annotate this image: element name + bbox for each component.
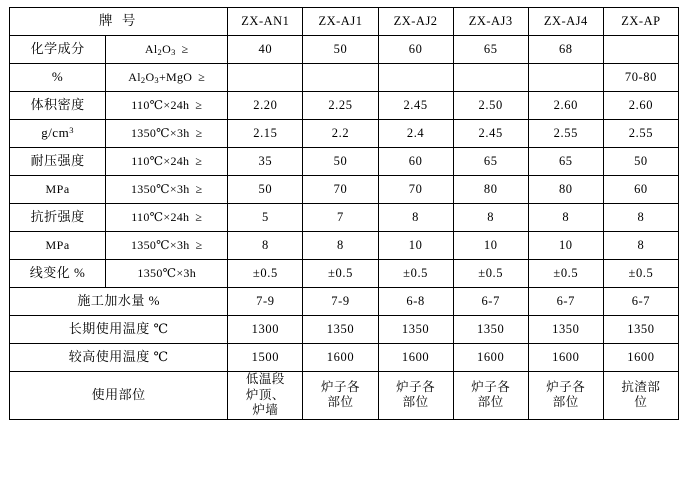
data-cell: 35: [228, 148, 303, 176]
comparison-symbol: ≥: [195, 98, 203, 112]
data-cell: 1350: [603, 316, 678, 344]
table-row: [10, 260, 679, 288]
usage-cell: 抗渣部 位: [603, 372, 678, 420]
comparison-symbol: ≥: [195, 238, 203, 252]
data-cell: 10: [528, 232, 603, 260]
data-cell: 8: [603, 232, 678, 260]
header-grade-cell: ZX-AJ4: [528, 8, 603, 36]
data-cell: 8: [303, 232, 378, 260]
data-cell: 80: [453, 176, 528, 204]
condition-formula: $Al_2O_3+MgO$: [128, 69, 193, 85]
condition-text: 1350℃×3h: [130, 238, 190, 252]
condition-text: 110℃×24h: [131, 210, 190, 224]
table-row-usage: [10, 372, 679, 420]
data-cell: 10: [453, 232, 528, 260]
row-label: [10, 120, 106, 148]
data-cell: [228, 64, 303, 92]
data-cell: 1350: [378, 316, 453, 344]
data-cell: 68: [528, 36, 603, 64]
data-cell: [528, 64, 603, 92]
data-cell: ±0.5: [453, 260, 528, 288]
data-cell: 7-9: [228, 288, 303, 316]
data-cell: 2.50: [453, 92, 528, 120]
table-row: [10, 204, 679, 232]
data-cell: 2.2: [303, 120, 378, 148]
row-condition: [106, 120, 228, 148]
table-header-row: [10, 8, 679, 36]
data-cell: 6-7: [453, 288, 528, 316]
table-row: [10, 148, 679, 176]
usage-cell: 炉子各 部位: [453, 372, 528, 420]
data-cell: 6-7: [603, 288, 678, 316]
comparison-symbol: ≥: [195, 126, 203, 140]
condition-formula: $Al_2O_3$: [144, 41, 176, 57]
data-cell: 2.55: [528, 120, 603, 148]
unit-label: $g/cm^3$: [41, 125, 74, 141]
table-row: [10, 344, 679, 372]
table-row: [10, 36, 679, 64]
usage-cell: 炉子各 部位: [378, 372, 453, 420]
document-page: [0, 7, 688, 495]
row-label: MPa: [10, 232, 106, 260]
data-cell: 2.45: [378, 92, 453, 120]
data-cell: 8: [453, 204, 528, 232]
table-row: [10, 232, 679, 260]
condition-text: 110℃×24h: [131, 98, 190, 112]
data-cell: 2.55: [603, 120, 678, 148]
data-cell: 50: [603, 148, 678, 176]
data-cell: 1350: [453, 316, 528, 344]
condition-text: 110℃×24h: [131, 154, 190, 168]
data-cell: 50: [228, 176, 303, 204]
data-cell: 1500: [228, 344, 303, 372]
data-cell: 8: [378, 204, 453, 232]
data-cell: 8: [603, 204, 678, 232]
row-condition: [106, 36, 228, 64]
data-cell: 6-7: [528, 288, 603, 316]
usage-cell: 低温段 炉顶、 炉墙: [228, 372, 303, 420]
data-cell: 80: [528, 176, 603, 204]
data-cell: 6-8: [378, 288, 453, 316]
data-cell: 65: [453, 36, 528, 64]
data-cell: 1350: [303, 316, 378, 344]
row-label: %: [10, 64, 106, 92]
data-cell: 40: [228, 36, 303, 64]
data-cell: 1600: [303, 344, 378, 372]
comparison-symbol: ≥: [195, 210, 203, 224]
comparison-symbol: ≥: [181, 41, 189, 56]
row-label: 施工加水量 %: [10, 288, 228, 316]
data-cell: 10: [378, 232, 453, 260]
data-cell: 60: [378, 36, 453, 64]
data-cell: ±0.5: [228, 260, 303, 288]
data-cell: 65: [453, 148, 528, 176]
row-label: 体积密度: [10, 92, 106, 120]
data-cell: 2.20: [228, 92, 303, 120]
data-cell: 70: [303, 176, 378, 204]
condition-text: 1350℃×3h: [130, 182, 190, 196]
data-cell: 2.4: [378, 120, 453, 148]
comparison-symbol: ≥: [195, 182, 203, 196]
data-cell: 2.45: [453, 120, 528, 148]
data-cell: 2.25: [303, 92, 378, 120]
row-condition: 1350℃×3h: [106, 260, 228, 288]
row-label: 线变化 %: [10, 260, 106, 288]
data-cell: [378, 64, 453, 92]
usage-cell: 炉子各 部位: [303, 372, 378, 420]
table-row: [10, 288, 679, 316]
comparison-symbol: ≥: [195, 154, 203, 168]
data-cell: ±0.5: [378, 260, 453, 288]
header-name-cell: 牌 号: [10, 8, 228, 36]
data-cell: 2.15: [228, 120, 303, 148]
data-cell: [303, 64, 378, 92]
data-cell: 1600: [378, 344, 453, 372]
table-row: [10, 176, 679, 204]
usage-cell: 炉子各 部位: [528, 372, 603, 420]
data-cell: 1350: [528, 316, 603, 344]
condition-text: 1350℃×3h: [130, 126, 190, 140]
header-grade-cell: ZX-AJ1: [303, 8, 378, 36]
row-condition: [106, 148, 228, 176]
data-cell: 2.60: [603, 92, 678, 120]
comparison-symbol: ≥: [198, 69, 206, 84]
data-cell: 1600: [453, 344, 528, 372]
data-cell: 60: [603, 176, 678, 204]
data-cell: 50: [303, 148, 378, 176]
row-condition: [106, 176, 228, 204]
data-cell: 70: [378, 176, 453, 204]
data-cell: 1600: [603, 344, 678, 372]
header-grade-cell: ZX-AP: [603, 8, 678, 36]
data-cell: 60: [378, 148, 453, 176]
data-cell: 7: [303, 204, 378, 232]
data-cell: 1300: [228, 316, 303, 344]
data-cell: ±0.5: [528, 260, 603, 288]
row-label: MPa: [10, 176, 106, 204]
table-row: [10, 64, 679, 92]
row-condition: [106, 204, 228, 232]
row-label: 使用部位: [10, 372, 228, 420]
row-label: 化学成分: [10, 36, 106, 64]
data-cell: 8: [228, 232, 303, 260]
header-grade-cell: ZX-AJ2: [378, 8, 453, 36]
data-cell: ±0.5: [303, 260, 378, 288]
data-cell: 65: [528, 148, 603, 176]
data-cell: [603, 36, 678, 64]
data-cell: 1600: [528, 344, 603, 372]
row-condition: [106, 92, 228, 120]
row-condition: [106, 232, 228, 260]
row-condition: [106, 64, 228, 92]
row-label: 较高使用温度 ℃: [10, 344, 228, 372]
specification-table: [9, 7, 679, 420]
data-cell: 7-9: [303, 288, 378, 316]
data-cell: 50: [303, 36, 378, 64]
header-grade-cell: ZX-AJ3: [453, 8, 528, 36]
table-row: [10, 92, 679, 120]
table-row: [10, 120, 679, 148]
data-cell: 5: [228, 204, 303, 232]
data-cell: ±0.5: [603, 260, 678, 288]
header-grade-cell: ZX-AN1: [228, 8, 303, 36]
row-label: 抗折强度: [10, 204, 106, 232]
data-cell: 70-80: [603, 64, 678, 92]
data-cell: [453, 64, 528, 92]
row-label: 耐压强度: [10, 148, 106, 176]
row-label: 长期使用温度 ℃: [10, 316, 228, 344]
table-row: [10, 316, 679, 344]
data-cell: 8: [528, 204, 603, 232]
data-cell: 2.60: [528, 92, 603, 120]
